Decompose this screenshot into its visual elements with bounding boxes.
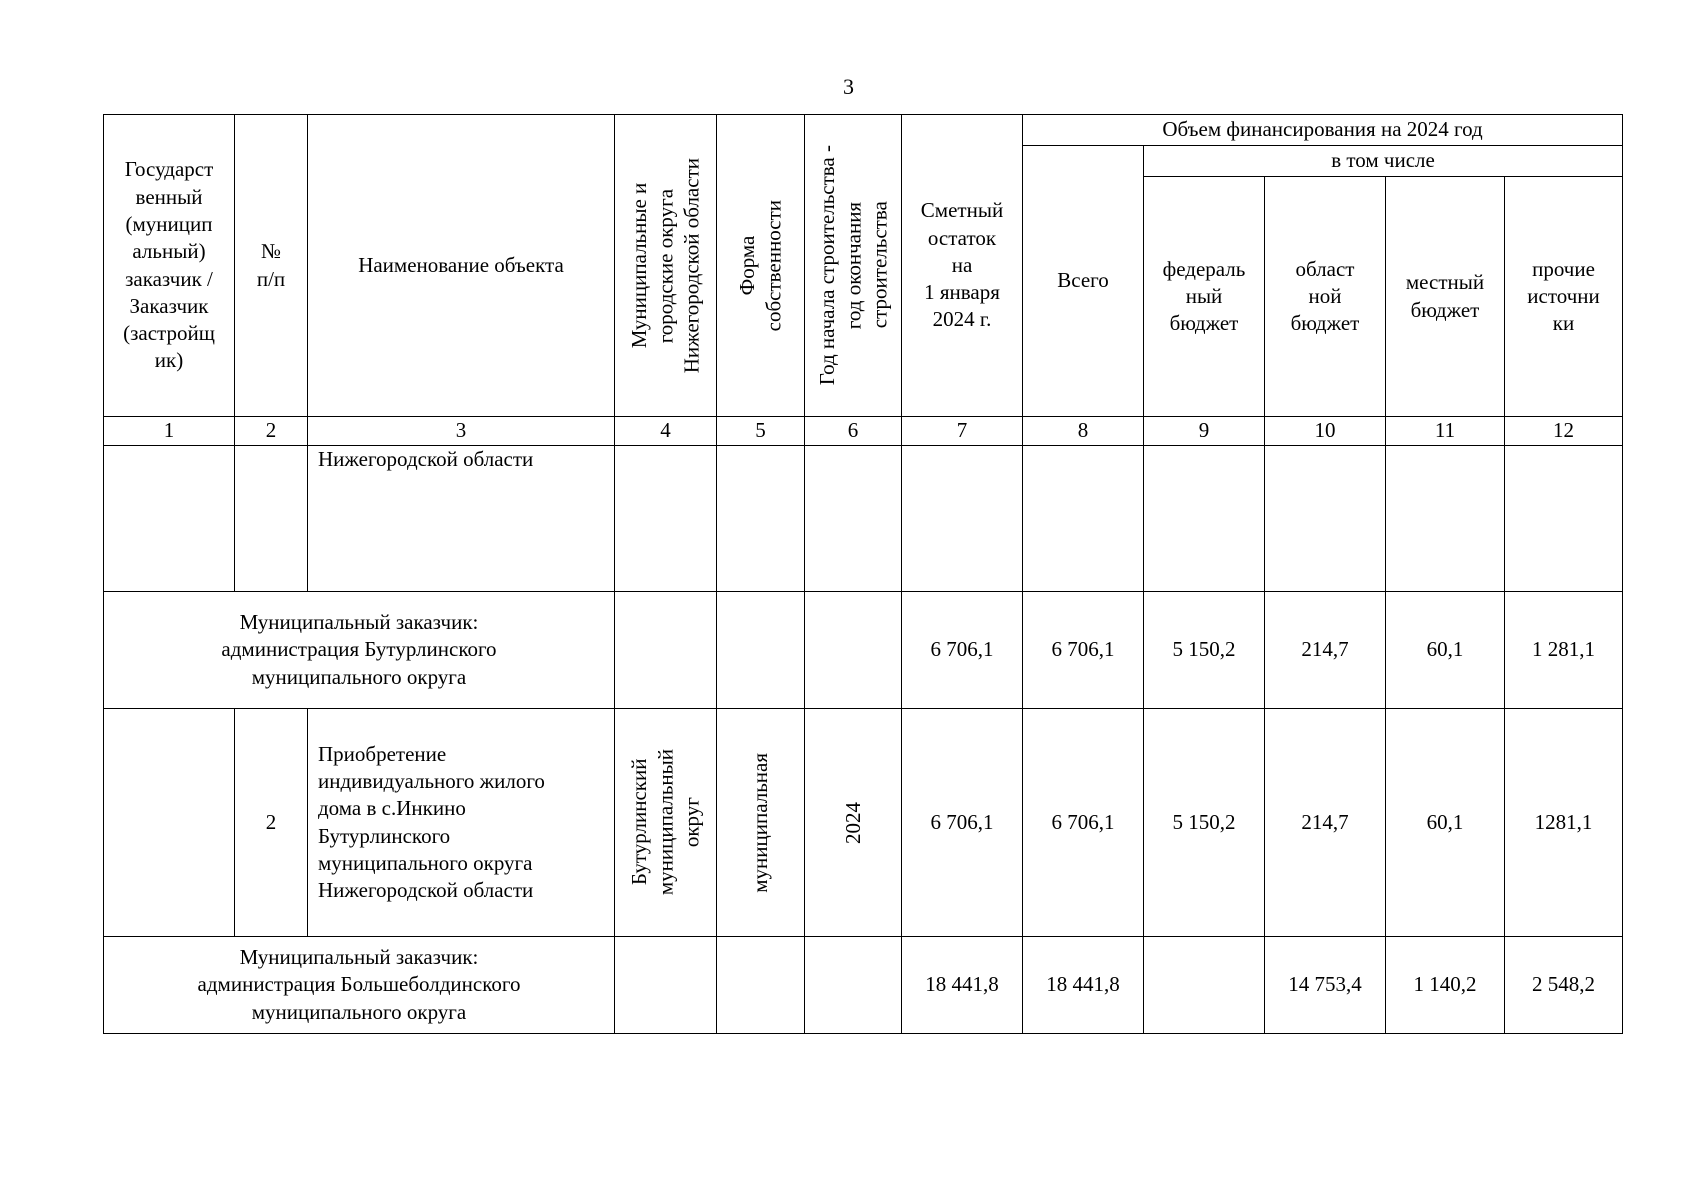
column-numbers-row [104,417,1623,446]
financing-table [103,114,1623,1034]
header-districts [615,115,717,417]
value-federal: 5 150,2 [1144,592,1265,709]
value-balance: 6 706,1 [902,709,1023,937]
value-local: 60,1 [1386,592,1505,709]
col-number: 9 [1144,417,1265,446]
header-years [805,115,902,417]
header-row-1 [104,115,1623,146]
value-other: 1 281,1 [1505,592,1623,709]
col-number: 7 [902,417,1023,446]
value-regional: 214,7 [1265,709,1386,937]
header-regional: област ной бюджет [1265,177,1386,417]
header-customer: Государст венный (муницип альный) заказчик / Заказчик (застройщ ик) [104,115,235,417]
header-federal: федераль ный бюджет [1144,177,1265,417]
cell-empty [104,446,235,592]
value-total: 6 706,1 [1023,709,1144,937]
cell-empty [615,446,717,592]
value-regional: 14 753,4 [1265,937,1386,1034]
customer-row-bolshoe-boldino [104,937,1623,1034]
col-number: 12 [1505,417,1623,446]
cell-empty [615,592,717,709]
header-object-name: Наименование объекта [308,115,615,417]
cell-empty [805,937,902,1034]
col-number: 3 [308,417,615,446]
value-local: 1 140,2 [1386,937,1505,1034]
value-federal [1144,937,1265,1034]
cell-empty [717,592,805,709]
object-district [615,709,717,937]
col-number: 4 [615,417,717,446]
col-number: 6 [805,417,902,446]
value-regional: 214,7 [1265,592,1386,709]
header-years-text: Год начала строительства - год окончания строительства [814,145,892,386]
value-federal: 5 150,2 [1144,709,1265,937]
col-number: 10 [1265,417,1386,446]
object-name-continuation: Нижегородской области [308,446,615,592]
object-name: Приобретение индивидуального жилого дома в с.Инкино Бутурлинского муниципального округа Нижегородской области [308,709,615,937]
col-number: 8 [1023,417,1144,446]
cell-empty [1023,446,1144,592]
value-total: 6 706,1 [1023,592,1144,709]
cell-empty [717,937,805,1034]
header-local: местный бюджет [1386,177,1505,417]
customer-name: Муниципальный заказчик: администрация Большеболдинского муниципального округа [104,937,615,1034]
object-number: 2 [235,709,308,937]
cell-empty [1265,446,1386,592]
header-number: № п/п [235,115,308,417]
cell-empty [805,592,902,709]
object-years [805,709,902,937]
value-balance: 18 441,8 [902,937,1023,1034]
header-balance: Сметный остаток на 1 января 2024 г. [902,115,1023,417]
cell-empty [104,709,235,937]
cell-empty [1144,446,1265,592]
header-including: в том числе [1144,146,1623,177]
value-total: 18 441,8 [1023,937,1144,1034]
header-financing-group: Объем финансирования на 2024 год [1023,115,1623,146]
header-ownership [717,115,805,417]
page-number: 3 [843,74,854,99]
continuation-row [104,446,1623,592]
cell-empty [902,446,1023,592]
cell-empty [615,937,717,1034]
cell-empty [1386,446,1505,592]
value-other: 1281,1 [1505,709,1623,937]
header-districts-text: Муниципальные и городские округа Нижегородской области [627,157,704,374]
col-number: 2 [235,417,308,446]
value-balance: 6 706,1 [902,592,1023,709]
customer-row-buturlino [104,592,1623,709]
cell-empty [1505,446,1623,592]
col-number: 1 [104,417,235,446]
header-total: Всего [1023,146,1144,417]
object-ownership [717,709,805,937]
object-row-2 [104,709,1623,937]
header-ownership-text: Форма собственности [735,199,786,332]
object-years-text: 2024 [840,801,865,844]
value-local: 60,1 [1386,709,1505,937]
cell-empty [805,446,902,592]
col-number: 11 [1386,417,1505,446]
header-other: прочие источни ки [1505,177,1623,417]
object-ownership-text: муниципальная [748,752,773,893]
cell-empty [717,446,805,592]
cell-empty [235,446,308,592]
col-number: 5 [717,417,805,446]
customer-name: Муниципальный заказчик: администрация Бутурлинского муниципального округа [104,592,615,709]
object-district-text: Бутурлинский муниципальный округ [627,749,704,896]
value-other: 2 548,2 [1505,937,1623,1034]
